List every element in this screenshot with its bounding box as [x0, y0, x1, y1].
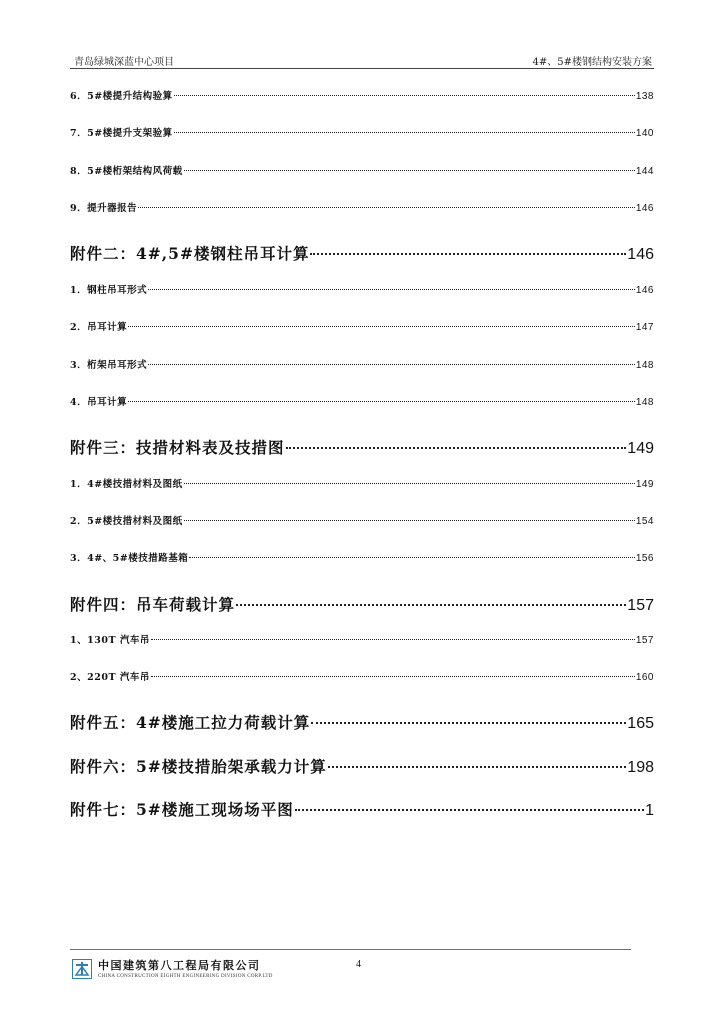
toc-entry-label: 3．4#、5#楼技措路基箱: [70, 553, 189, 564]
toc-entry-page: 144: [635, 166, 654, 177]
toc-entry-page: 157: [635, 635, 654, 646]
toc-leader-dots: [151, 667, 635, 678]
page-header: [70, 50, 654, 69]
toc-chapter-entry[interactable]: [70, 754, 654, 777]
toc-entry[interactable]: [70, 200, 654, 214]
toc-entry-label: 2、220T 汽车吊: [70, 672, 150, 683]
toc-chapter-page: 1: [645, 801, 654, 819]
toc-entry[interactable]: [70, 550, 654, 564]
toc-chapter-label: 附件四：吊车荷载计算: [70, 594, 236, 614]
toc-entry-page: 149: [635, 479, 654, 490]
toc-entry-page: 160: [635, 672, 654, 683]
toc-entry[interactable]: [70, 319, 654, 333]
toc-leader-dots: [295, 793, 644, 811]
toc-entry[interactable]: [70, 669, 654, 683]
toc-chapter-page: 198: [627, 758, 654, 776]
footer-divider: [70, 949, 631, 950]
toc-entry-label: 7．5#楼提升支架验算: [70, 128, 173, 139]
toc-leader-dots: [174, 123, 635, 134]
toc-entry-label: 6．5#楼提升结构验算: [70, 91, 173, 102]
toc-chapter-page: 165: [627, 714, 654, 732]
toc-leader-dots: [128, 392, 635, 403]
toc-chapter-label: 附件六：5#楼技措胎架承载力计算: [70, 756, 327, 776]
toc-leader-dots: [311, 706, 626, 724]
toc-leader-dots: [310, 237, 626, 255]
footer-page-number: 4: [356, 959, 361, 970]
toc-entry-label: 1．4#楼技措材料及图纸: [70, 479, 183, 490]
toc-entry[interactable]: [70, 513, 654, 527]
toc-leader-dots: [174, 86, 635, 97]
toc-entry-page: 147: [635, 322, 654, 333]
toc-entry-label: 3．桁架吊耳形式: [70, 360, 148, 371]
toc-chapter-entry[interactable]: [70, 435, 654, 458]
toc-leader-dots: [148, 355, 635, 366]
toc-leader-dots: [184, 511, 635, 522]
toc-entry-label: 9．提升器报告: [70, 203, 138, 214]
toc-entry-page: 154: [635, 516, 654, 527]
toc-leader-dots: [138, 198, 635, 209]
toc-chapter-entry[interactable]: [70, 797, 654, 820]
toc-entry-label: 1、130T 汽车吊: [70, 635, 150, 646]
toc-leader-dots: [236, 588, 626, 606]
toc-chapter-label: 附件七：5#楼施工现场场平图: [70, 799, 294, 819]
toc-chapter-page: 149: [627, 439, 654, 457]
toc-entry-page: 140: [635, 128, 654, 139]
toc-entry[interactable]: [70, 163, 654, 177]
toc-leader-dots: [184, 161, 635, 172]
toc-chapter-page: 146: [627, 245, 654, 263]
toc-entry-page: 148: [635, 397, 654, 408]
toc-entry-page: 146: [635, 285, 654, 296]
footer-company-name-en: CHINA CONSTRUCTION EIGHTH ENGINEERING DIVISION CORP.LTD: [98, 974, 273, 979]
toc-entry[interactable]: [70, 476, 654, 490]
toc-entry-page: 148: [635, 360, 654, 371]
toc-entry[interactable]: [70, 88, 654, 102]
toc-chapter-label: 附件三：技措材料表及技措图: [70, 437, 285, 457]
header-project-name: 青岛绿城深蓝中心项目: [74, 57, 174, 68]
toc-leader-dots: [328, 750, 627, 768]
toc-chapter-entry[interactable]: [70, 710, 654, 733]
toc-entry-page: 146: [635, 203, 654, 214]
toc-entry-label: 1．钢柱吊耳形式: [70, 285, 148, 296]
company-logo-icon: [72, 959, 92, 979]
toc-leader-dots: [184, 474, 635, 485]
toc-leader-dots: [286, 431, 627, 449]
header-document-title: 4#、5#楼钢结构安装方案: [532, 57, 652, 68]
toc-leader-dots: [189, 548, 635, 559]
toc-entry[interactable]: [70, 357, 654, 371]
toc-entry-label: 2．吊耳计算: [70, 322, 128, 333]
toc-entry[interactable]: [70, 282, 654, 296]
toc-leader-dots: [151, 630, 635, 641]
toc-chapter-page: 157: [627, 596, 654, 614]
footer-company-name: 中国建筑第八工程局有限公司: [98, 959, 261, 972]
toc-entry-label: 2．5#楼技措材料及图纸: [70, 516, 183, 527]
toc-entry[interactable]: [70, 632, 654, 646]
toc-entry-label: 8．5#楼桁架结构风荷载: [70, 166, 183, 177]
toc-entry[interactable]: [70, 125, 654, 139]
toc-entry[interactable]: [70, 394, 654, 408]
toc-leader-dots: [148, 280, 635, 291]
toc-entry-page: 156: [635, 553, 654, 564]
toc-leader-dots: [128, 317, 635, 328]
toc-chapter-label: 附件二：4#,5#楼钢柱吊耳计算: [70, 243, 310, 263]
toc-chapter-label: 附件五：4#楼施工拉力荷载计算: [70, 712, 311, 732]
toc-entry-page: 138: [635, 91, 654, 102]
toc-chapter-entry[interactable]: [70, 592, 654, 615]
toc-chapter-entry[interactable]: [70, 241, 654, 264]
toc-entry-label: 4．吊耳计算: [70, 397, 128, 408]
